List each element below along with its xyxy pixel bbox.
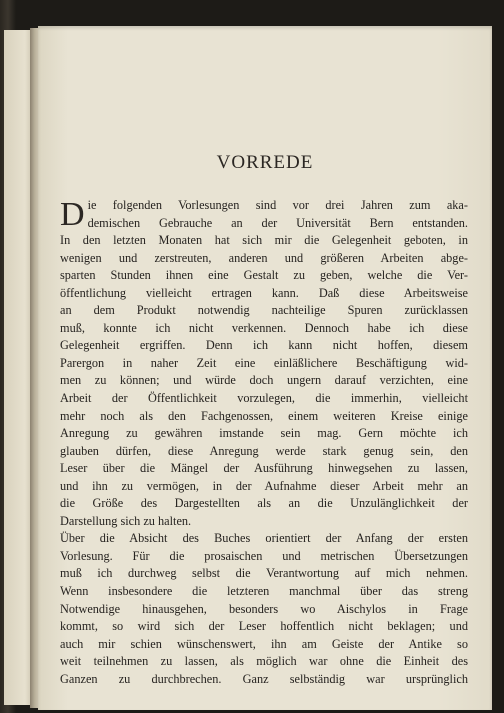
text-line: In den letzten Monaten hat sich mir die Gelegenheit geboten, in [60, 233, 468, 248]
text-line: muß ich durchweg selbst die Verantwortung auf mich nehmen. [60, 566, 468, 581]
text-line: Anregung zu gewähren imstande sein mag. Gern möchte ich [60, 426, 468, 441]
text-line: öffentlichung vielleicht ertragen kann. Daß diese Arbeitsweise [60, 285, 468, 300]
text-line: Parergon in naher Zeit eine einläßlichere Beschäftigung wid- [60, 355, 468, 370]
text-line: demischen Gebrauche an der Universität Bern entstanden. [87, 215, 468, 230]
text-line: Wenn insbesondere die letzteren manchmal über das streng [60, 584, 468, 599]
text-line: muß, konnte ich nicht verkennen. Dennoch habe ich diese [60, 320, 468, 335]
text-line: ie folgenden Vorlesungen sind vor drei Jahren zum aka- [87, 198, 468, 212]
text-line: sparten Stunden ihnen eine Gestalt zu geben, welche die Ver- [60, 268, 468, 283]
preface-text [60, 197, 468, 688]
text-line: und ihn zu vermögen, in der Aufnahme dieser Arbeit mehr an [60, 478, 468, 493]
text-line: auch mir schien wünschenswert, ihn am Geiste der Antike so [60, 636, 468, 651]
text-line: men zu können; und würde doch ungern darauf verzichten, eine [60, 373, 468, 388]
text-line: Darstellung sich zu halten. [60, 513, 192, 528]
text-line: Über die Absicht des Buches orientiert der Anfang der ersten [60, 531, 468, 546]
text-line: glauben dürfen, diese Anregung werde stark genug sein, den [60, 443, 468, 458]
text-line: kommt, so wird sich der Leser hoffentlich nicht beklagen; und [60, 619, 468, 634]
drop-cap: D [60, 196, 85, 233]
text-line: die Größe des Dargestellten als an die Unzulänglichkeit der [60, 496, 468, 511]
page-title: VORREDE [216, 152, 314, 173]
text-line: an dem Produkt notwendig nachteilige Spuren zurücklassen [60, 303, 468, 318]
text-line: Vorlesung. Für die prosaischen und metrischen Übersetzungen [60, 548, 468, 563]
text-line: wenigen und zerstreuten, anderen und größeren Arbeiten abge- [60, 250, 468, 265]
text-line: Arbeit der Öffentlichkeit vorzulegen, die immerhin, vielleicht [60, 391, 468, 406]
text-line: weit teilnehmen zu lassen, als möglich war ohne die Einheit des [60, 654, 468, 669]
text-line: Notwendige hinausgehen, besonders wo Aischylos in Frage [60, 601, 468, 616]
text-line: Ganzen zu durchbrechen. Ganz selbständig war ursprünglich [60, 671, 468, 686]
book-page [38, 26, 492, 710]
text-line: Gelegenheit ergriffen. Denn ich kann nicht hoffen, diesem [60, 338, 468, 353]
text-line: mehr noch als den Fachgenossen, einem weiteren Kreise einige [60, 408, 468, 423]
text-line: Leser über die Mängel der Ausführung hinwegsehen zu lassen, [60, 461, 468, 476]
